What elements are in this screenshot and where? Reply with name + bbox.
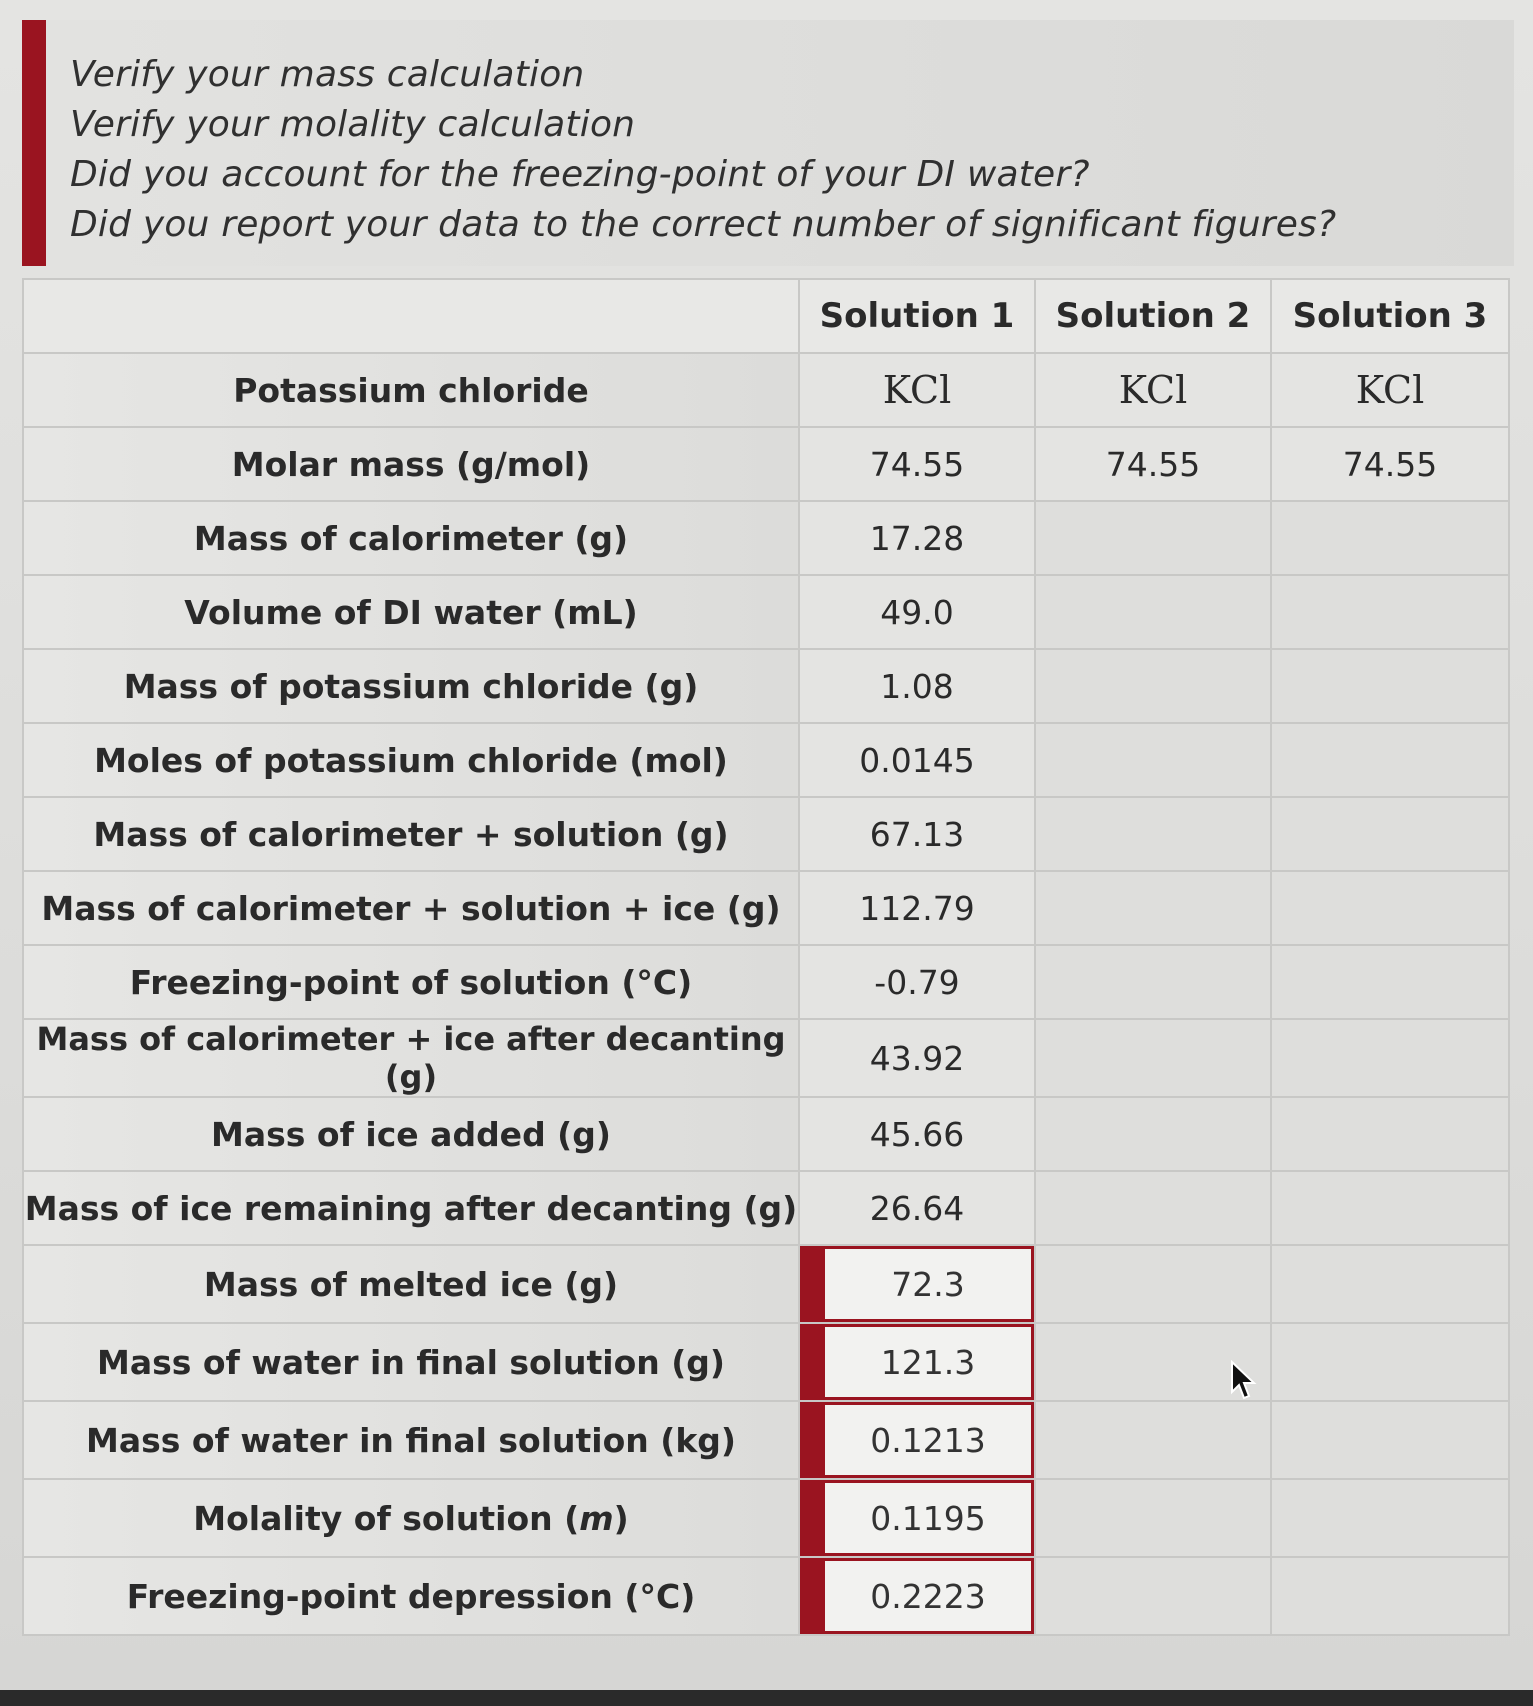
cell-solution-2: KCl: [1035, 353, 1271, 427]
table-row: [23, 1323, 1509, 1401]
feedback-line-molality: Verify your molality calculation: [70, 104, 636, 145]
header-solution-1: Solution 1: [799, 279, 1035, 353]
answer-value: 0.1213: [870, 1420, 986, 1460]
cell-solution-3[interactable]: [1271, 649, 1509, 723]
table-row: [23, 501, 1509, 575]
cell-solution-2[interactable]: [1035, 945, 1271, 1019]
table-row: [23, 353, 1509, 427]
error-flag: [803, 1483, 825, 1553]
table-row: [23, 945, 1509, 1019]
answer-input-molality[interactable]: [800, 1480, 1034, 1556]
row-label: Mass of water in final solution (kg): [23, 1401, 799, 1479]
cell-solution-1: KCl: [799, 353, 1035, 427]
cell-solution-2[interactable]: [1035, 723, 1271, 797]
feedback-panel: [22, 20, 1514, 266]
cell-solution-1[interactable]: 0.0145: [799, 723, 1035, 797]
table-row: [23, 575, 1509, 649]
table-row: [23, 1019, 1509, 1097]
cell-solution-3[interactable]: [1271, 1479, 1509, 1557]
feedback-line-mass: Verify your mass calculation: [70, 54, 585, 95]
table-row: [23, 1479, 1509, 1557]
table-row: [23, 1245, 1509, 1323]
screen-bezel: [0, 1690, 1533, 1706]
cell-solution-3[interactable]: [1271, 1557, 1509, 1635]
cell-solution-2[interactable]: [1035, 1401, 1271, 1479]
cell-solution-2[interactable]: [1035, 1479, 1271, 1557]
header-row: [23, 279, 1509, 353]
answer-input-water-kg[interactable]: [800, 1402, 1034, 1478]
row-label: Molality of solution (m): [23, 1479, 799, 1557]
table-row: [23, 427, 1509, 501]
row-label: Mass of ice remaining after decanting (g): [23, 1171, 799, 1245]
error-flag: [803, 1561, 825, 1631]
table-row: [23, 1097, 1509, 1171]
row-label: Volume of DI water (mL): [23, 575, 799, 649]
row-label: Mass of ice added (g): [23, 1097, 799, 1171]
answer-cell: [799, 1401, 1035, 1479]
feedback-line-sigfigs: Did you report your data to the correct number of significant figures?: [70, 204, 1337, 245]
answer-cell: [799, 1479, 1035, 1557]
table-row: [23, 1171, 1509, 1245]
cell-solution-1[interactable]: 67.13: [799, 797, 1035, 871]
row-label: Freezing-point of solution (°C): [23, 945, 799, 1019]
header-solution-2: Solution 2: [1035, 279, 1271, 353]
table-row: [23, 723, 1509, 797]
cell-solution-2[interactable]: [1035, 797, 1271, 871]
cell-solution-3[interactable]: [1271, 1097, 1509, 1171]
cell-solution-2[interactable]: [1035, 1019, 1271, 1097]
table-row: [23, 1557, 1509, 1635]
table-row: [23, 649, 1509, 723]
cell-solution-2[interactable]: [1035, 1245, 1271, 1323]
cell-solution-2[interactable]: [1035, 649, 1271, 723]
answer-cell: [799, 1245, 1035, 1323]
cell-solution-3[interactable]: [1271, 945, 1509, 1019]
error-flag: [803, 1249, 825, 1319]
table-row: [23, 871, 1509, 945]
cell-solution-3[interactable]: [1271, 575, 1509, 649]
cell-solution-1: 74.55: [799, 427, 1035, 501]
row-label: Mass of melted ice (g): [23, 1245, 799, 1323]
row-label: Mass of potassium chloride (g): [23, 649, 799, 723]
cell-solution-3[interactable]: [1271, 501, 1509, 575]
answer-value: 72.3: [891, 1264, 965, 1304]
cell-solution-2[interactable]: [1035, 501, 1271, 575]
cell-solution-3[interactable]: [1271, 871, 1509, 945]
row-label: Mass of calorimeter + ice after decanting (g): [23, 1019, 799, 1097]
cell-solution-1[interactable]: 17.28: [799, 501, 1035, 575]
answer-input-fp-depression[interactable]: [800, 1558, 1034, 1634]
cell-solution-3[interactable]: [1271, 723, 1509, 797]
cell-solution-1[interactable]: 1.08: [799, 649, 1035, 723]
cell-solution-1[interactable]: 26.64: [799, 1171, 1035, 1245]
answer-input-water-g[interactable]: [800, 1324, 1034, 1400]
answer-value: 0.2223: [870, 1576, 986, 1616]
cell-solution-1[interactable]: 49.0: [799, 575, 1035, 649]
header-solution-3: Solution 3: [1271, 279, 1509, 353]
cell-solution-1[interactable]: 112.79: [799, 871, 1035, 945]
cell-solution-2: 74.55: [1035, 427, 1271, 501]
cell-solution-2[interactable]: [1035, 1557, 1271, 1635]
cell-solution-3[interactable]: [1271, 1401, 1509, 1479]
row-label: Mass of calorimeter (g): [23, 501, 799, 575]
mouse-cursor-icon: [1230, 1360, 1260, 1402]
row-label: Potassium chloride: [23, 353, 799, 427]
table-row: [23, 797, 1509, 871]
answer-cell: [799, 1323, 1035, 1401]
cell-solution-3: KCl: [1271, 353, 1509, 427]
row-label: Molar mass (g/mol): [23, 427, 799, 501]
cell-solution-2[interactable]: [1035, 1097, 1271, 1171]
answer-value: 0.1195: [870, 1498, 986, 1538]
cell-solution-1[interactable]: 45.66: [799, 1097, 1035, 1171]
cell-solution-3[interactable]: [1271, 1323, 1509, 1401]
cell-solution-2[interactable]: [1035, 1171, 1271, 1245]
error-flag: [803, 1327, 825, 1397]
row-label: Moles of potassium chloride (mol): [23, 723, 799, 797]
answer-cell: [799, 1557, 1035, 1635]
feedback-line-freezing: Did you account for the freezing-point of your DI water?: [70, 154, 1090, 195]
answer-value: 121.3: [880, 1342, 976, 1382]
cell-solution-1[interactable]: 43.92: [799, 1019, 1035, 1097]
error-flag: [803, 1405, 825, 1475]
row-label: Mass of calorimeter + solution + ice (g): [23, 871, 799, 945]
table-row: [23, 1401, 1509, 1479]
cell-solution-1[interactable]: -0.79: [799, 945, 1035, 1019]
row-label: Freezing-point depression (°C): [23, 1557, 799, 1635]
header-blank: [23, 279, 799, 353]
cell-solution-3[interactable]: [1271, 1245, 1509, 1323]
cell-solution-3: 74.55: [1271, 427, 1509, 501]
cell-solution-2[interactable]: [1035, 871, 1271, 945]
cell-solution-3[interactable]: [1271, 797, 1509, 871]
row-label: Mass of water in final solution (g): [23, 1323, 799, 1401]
cell-solution-3[interactable]: [1271, 1171, 1509, 1245]
data-table: [22, 278, 1510, 1636]
cell-solution-2[interactable]: [1035, 575, 1271, 649]
cell-solution-3[interactable]: [1271, 1019, 1509, 1097]
row-label: Mass of calorimeter + solution (g): [23, 797, 799, 871]
answer-input-melted-ice[interactable]: [800, 1246, 1034, 1322]
